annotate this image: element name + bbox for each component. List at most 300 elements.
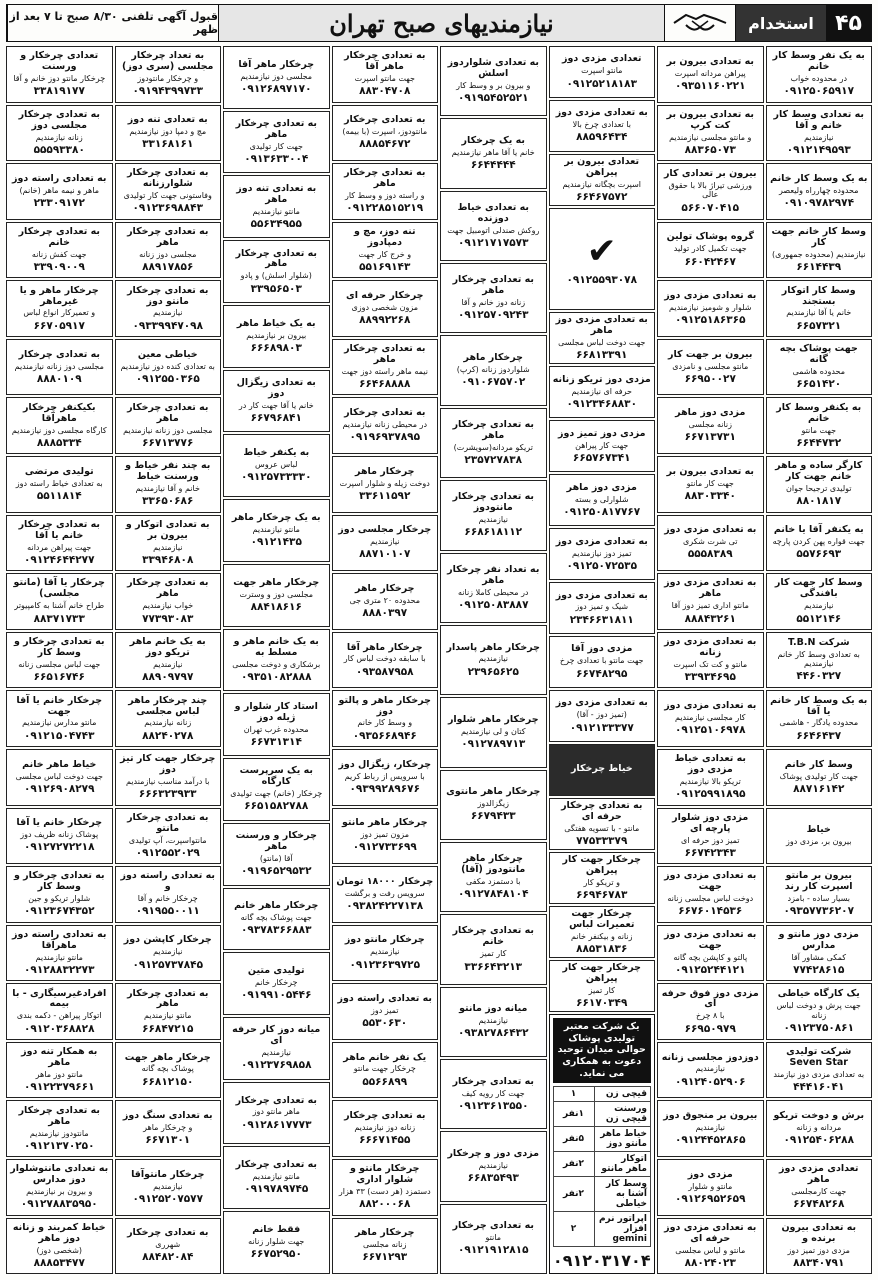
ad-title: به تعدادی شلواردوز اسلش: [447, 57, 539, 80]
ad-phone[interactable]: ۰۹۱۲۷۸۹۷۱۳: [461, 737, 526, 750]
ad-phone[interactable]: ۸۸۸۵۴۶۷۲: [359, 138, 411, 151]
ad-phone[interactable]: ۸۸۸۰۱۰۹: [36, 372, 82, 385]
classified-ad: [332, 1218, 439, 1275]
ad-title: به یک خانم ماهر تریکو دوز: [129, 636, 206, 658]
ad-phone[interactable]: ۰۹۱۲۱۳۳۳۷۷: [569, 721, 634, 734]
ad-phone[interactable]: ۶۶۷۹۶۸۴۱: [250, 412, 302, 425]
ad-phone[interactable]: ۸۸۳۴۰۷۹۱: [793, 1256, 845, 1269]
ad-phone[interactable]: ۰۹۱۲۶۹۵۲۶۵۹: [675, 1192, 746, 1205]
ad-phone[interactable]: ۳۳۶۶۴۳۲۱۳: [464, 960, 523, 973]
page-header: [6, 4, 872, 42]
ad-phone[interactable]: ۵۵۱۱۸۱۴: [36, 489, 82, 502]
ad-phone[interactable]: ۰۹۱۳۶۳۳۰۰۴: [244, 153, 309, 166]
ad-phone[interactable]: ۰۹۳۷۸۳۶۶۸۸۳: [241, 924, 312, 937]
ad-phone[interactable]: ۸۸۰۲۴۰۲۳: [684, 1256, 736, 1269]
classified-ad: [657, 632, 764, 689]
ad-phone[interactable]: ۸۸۵۳۱۸۳۶: [576, 942, 628, 955]
ad-phone[interactable]: ۰۹۳۵۶۶۸۹۴۶: [352, 729, 417, 742]
ad-phone[interactable]: ۰۹۱۲۱۷۱۷۵۷۳: [458, 236, 529, 249]
ad-title: مزدی دوز آقا: [571, 643, 633, 655]
ad-description: چرخکار خانم: [255, 978, 298, 988]
ad-phone[interactable]: ۸۸۹۹۲۲۶۸: [359, 314, 411, 327]
classified-ad: [440, 408, 547, 478]
classified-ad: [440, 118, 547, 188]
ad-phone[interactable]: ۰۹۱۲۳۴۶۸۸۳۰: [566, 397, 637, 410]
classified-ad: [332, 925, 439, 982]
ad-title: چرخکار یا آقا (مانتو مجلسی): [13, 577, 105, 600]
ad-phone[interactable]: ۶۶۷۴۸۲۶۸: [793, 1198, 845, 1211]
ad-phone[interactable]: ۰۹۱۹۹۱۰۵۴۴۶: [241, 989, 312, 1002]
ad-title: مزدی دوز: [687, 1168, 733, 1180]
ad-description: جهت کار رویه کیف: [461, 1088, 525, 1098]
ad-phone[interactable]: ۸۸۸۰۳۹۷: [362, 607, 408, 620]
ad-hours-note: قبول آگهی تلفنی ۸/۳۰ صبح تا ۷ بعد از ظهر: [7, 5, 218, 41]
classified-ad: [657, 925, 764, 982]
ad-phone[interactable]: ۰۹۱۹۴۳۹۹۷۳۳: [132, 85, 203, 98]
ad-phone[interactable]: ۶۶۷۱۲۹۳: [362, 1251, 408, 1264]
ad-phone[interactable]: ۳۳۹۰۹۰۰۹: [33, 261, 85, 274]
ad-description: جهت کار مانتو: [686, 478, 734, 488]
ad-description: کار تمیز: [480, 949, 507, 959]
ad-phone[interactable]: ۰۹۱۲۵۱۰۶۹۷۸: [675, 724, 746, 737]
ad-phone[interactable]: ۰۹۳۸۲۷۸۶۴۳۲: [458, 1027, 529, 1040]
ad-phone[interactable]: ۳۳۹۵۶۵۰۳: [250, 282, 302, 295]
ad-description: محدوده هاشمی: [792, 367, 845, 376]
ad-description: خواب نیازمندیم: [142, 601, 194, 611]
classified-ad: [657, 515, 764, 572]
ad-phone[interactable]: ۸۸۷۱۶۱۴۲: [793, 782, 845, 795]
ad-phone[interactable]: ۲۳۴۶۶۳۱۸۱۱: [569, 613, 634, 626]
classified-ad: [115, 222, 222, 279]
ad-phone[interactable]: ۰۹۱۲۶۹۰۸۲۷۹: [24, 782, 95, 795]
classified-ad: [115, 632, 222, 689]
ad-title: تعدادی مزدی دوز: [562, 53, 642, 65]
ad-phone[interactable]: ۶۶۸۱۳۳۹۱: [576, 349, 628, 362]
ad-phone[interactable]: ۰۹۱۹۶۹۳۷۸۹۵: [349, 431, 420, 444]
ad-description: با سابقه دوخت لباس کار: [343, 654, 426, 664]
ad-phone[interactable]: ۰۹۱۰۹۷۸۲۹۷۴: [783, 197, 854, 209]
ad-description: جهت دوخت لباس مجلسی: [558, 338, 646, 348]
ad-phone[interactable]: ۰۹۱۲۸۶۱۷۷۷۳: [241, 1118, 312, 1131]
ad-title: به تعدادی مزدی دوز ماهر: [555, 314, 648, 337]
classified-ad: [115, 46, 222, 103]
ad-phone[interactable]: ۰۹۱۲۳۷۵۰۸۶۱: [783, 1021, 854, 1034]
ad-title: به تعدادی وسط کار خانم و آقا: [773, 108, 864, 131]
ad-phone[interactable]: ۶۶۹۵۰۰۲۷: [684, 372, 736, 385]
classified-ad: [657, 397, 764, 454]
ad-phone[interactable]: ۰۹۱۲۵۹۹۱۸۹۵: [675, 788, 746, 801]
ad-description: تی شرت شکری: [683, 537, 738, 547]
ad-phone[interactable]: ۰۹۱۲۵۴۰۶۲۸۸: [783, 1134, 854, 1147]
ad-phone[interactable]: ۵۵۶۶۸۹۹: [362, 1075, 408, 1088]
classified-ad: [115, 1218, 222, 1275]
classified-ad: [115, 749, 222, 806]
ad-phone[interactable]: ۵۵۳۰۶۳۰: [362, 1017, 408, 1030]
ad-phone[interactable]: ۶۶۵۱۵۸۲۷۸۸: [244, 800, 309, 813]
ad-phone[interactable]: ۰۹۱۲۷۸۸۳۵۹۵۰: [20, 1198, 98, 1211]
classified-ad: [549, 154, 656, 206]
ad-phone[interactable]: ۰۹۱۲۵۰۷۲۵۳۵: [566, 559, 637, 572]
classified-ad: [6, 925, 113, 982]
ad-phone[interactable]: ۶۶۴۶۴۳۷: [796, 729, 842, 742]
ad-title: میانه دوز کار حرفه ای: [232, 1024, 321, 1047]
ad-title: به تعدادی چرخکار: [344, 407, 426, 419]
classified-ad: [6, 632, 113, 689]
ad-description: نیازمندیم: [153, 542, 183, 552]
classified-ad: [657, 749, 764, 806]
ad-phone[interactable]: ۶۶۴۶۷۵۷۲: [576, 190, 628, 203]
ad-phone[interactable]: ۰۹۱۲۴۴۵۲۸۶۵: [675, 1134, 746, 1147]
ad-phone[interactable]: ۸۸۵۹۶۴۳۴: [576, 131, 628, 144]
ad-phone[interactable]: ۰۹۱۲۰۳۶۸۸۲۸: [24, 1022, 95, 1035]
classified-ad: [440, 480, 547, 550]
ad-phone[interactable]: ۰۹۱۹۵۵۰۰۱۱: [135, 905, 200, 918]
ad-phone[interactable]: ۶۶۷۶۰۱۴۵۳۶: [678, 905, 743, 918]
classified-ad: [6, 46, 113, 103]
ad-description: مزدی دوز تمیز دوز: [787, 1245, 850, 1255]
ad-phone[interactable]: ۵۵۵۸۳۸۹: [687, 548, 733, 561]
table-row: [553, 1212, 651, 1247]
ad-phone[interactable]: ۰۹۳۵۱۱۶۰۲۲۱: [675, 79, 746, 92]
ad-phone[interactable]: ۰۹۱۲۵۱۸۶۳۶۵: [675, 314, 746, 327]
ad-title: چرخکار ماهر جهت: [124, 1051, 211, 1063]
classified-ad: [657, 456, 764, 513]
classified-ad: [332, 339, 439, 396]
ad-phone[interactable]: ۲۳۵۷۲۷۸۳۸: [464, 453, 523, 466]
ad-phone[interactable]: ۶۶۵۷۳۲۱: [796, 319, 842, 332]
ad-phone[interactable]: ۰۹۳۳۹۹۴۷۰۹۸: [132, 319, 203, 332]
ad-phone[interactable]: ۸۸۴۸۲۰۸۴: [142, 1251, 194, 1264]
ad-description: جهت مانتو اسپرت: [354, 74, 415, 84]
ad-description: مزون شخصی دوزی: [351, 302, 419, 312]
ad-phone[interactable]: ۴۴۶۰۳۲۷: [796, 670, 842, 683]
ad-phone[interactable]: ۸۸۳۰۳۳۴۰: [684, 489, 736, 502]
ad-phone[interactable]: ۰۹۱۲۵۰۶۵۹۱۷: [783, 85, 854, 98]
ad-phone[interactable]: ۲۳۳۰۹۱۷۲: [33, 197, 85, 209]
ad-phone[interactable]: ۶۶۷۱۳۷۷۶: [142, 436, 194, 449]
ad-title: جهت پوشاک بچه گانه: [779, 343, 858, 366]
classified-ad: [657, 46, 764, 103]
ad-title: به تعدادی چرخکار شلوارزنانه: [127, 167, 209, 190]
ad-phone[interactable]: ۰۹۳۹۹۲۸۹۶۷۶: [349, 782, 420, 795]
ad-phone[interactable]: ۵۶۶۰۷۰۴۱۵: [681, 201, 740, 214]
ad-phone[interactable]: ۳۳۸۱۹۱۷۷: [33, 85, 85, 98]
ad-phone[interactable]: ۸۸۸۴۳۲۶۱: [684, 612, 736, 625]
ad-phone[interactable]: ۰۹۱۲۵۰۸۳۸۸۷: [458, 598, 529, 611]
ad-phone[interactable]: ۰۹۱۲۵۵۰۳۶۵: [135, 372, 200, 385]
ad-phone[interactable]: ۰۹۱۲۱۴۹۵۹۳: [786, 143, 851, 156]
ad-title: به تعدادی چرخکار و وسط کار: [13, 636, 105, 658]
classified-ad: [549, 744, 656, 796]
classified-ad: [6, 573, 113, 630]
ad-phone[interactable]: ۰۹۳۵۷۷۳۶۲۰۷: [783, 905, 854, 918]
ad-phone[interactable]: ۶۶۸۴۷۲۱۵: [142, 1022, 194, 1035]
ad-title: تعدادی مزدی دوز ماهر: [779, 1163, 859, 1186]
ad-phone[interactable]: ۷۷۳۹۳۰۸۳: [142, 612, 194, 625]
ad-title: یک نفر خانم ماهر: [343, 1051, 427, 1063]
ad-description: آقا (مانتو): [259, 854, 293, 863]
ad-title: مزدی دوز و چرخکار: [447, 1148, 540, 1160]
ad-phone[interactable]: ۶۶۷۹۴۳۳: [470, 810, 516, 823]
ad-phone[interactable]: ۶۶۸۶۱۸۱۱۲: [464, 526, 523, 539]
ad-phone[interactable]: ۶۶۴۶۸۸۸۸: [359, 378, 411, 391]
classified-ad: [440, 987, 547, 1057]
ad-phone[interactable]: ۶۶۹۵۰۹۷۹: [684, 1022, 736, 1035]
classified-ad: [332, 1042, 439, 1099]
ad-phone[interactable]: ۰۹۱۲۵۲۱۸۱۸۳: [566, 77, 637, 90]
ad-phone[interactable]: ۶۶۷۴۲۳۴۳: [684, 846, 736, 859]
ad-description: جهت کارمجلسی: [791, 1187, 847, 1197]
classified-ad: [223, 1017, 330, 1080]
ad-phone[interactable]: ۰۹۱۲۱۵۰۴۷۴۳: [24, 729, 95, 742]
ad-phone[interactable]: ۵۵۱۲۱۴۶: [796, 612, 842, 625]
classified-ad: [440, 1131, 547, 1201]
ad-description: جهت کار پیراهن: [575, 440, 629, 450]
ad-phone[interactable]: ۸۸۸۵۳۴۷۷: [33, 1256, 85, 1269]
ad-phone[interactable]: ۷۷۵۳۳۳۷۹: [576, 834, 628, 847]
ad-title: مزدی دوز فوق حرفه ای: [661, 987, 759, 1010]
ad-phone[interactable]: ۰۹۱۲۳۶۹۸۸۴۳: [132, 202, 203, 215]
ad-title: خیاط کمربند و زنانه دوز ماهر: [12, 1221, 106, 1244]
ad-description: و وسط کار خانم: [357, 718, 413, 728]
ad-description: مجلسی دوز نیازمندیم: [240, 71, 313, 81]
ad-description: جهت کفش زنانه: [31, 249, 87, 259]
ad-description: نیازمندیم: [478, 1160, 508, 1170]
ad-title: مزدی دوز ماهر: [566, 481, 637, 493]
ad-phone[interactable]: ۳۳۱۶۸۱۶۱: [142, 138, 194, 151]
ad-description: دوخت زیله و شلوار اسپرت: [339, 478, 430, 488]
table-row: [553, 1177, 651, 1212]
ad-title: به تعدادی چرخکار: [18, 348, 100, 360]
featured-box-phone[interactable]: ۰۹۱۲۰۳۱۷۰۴: [552, 1251, 651, 1271]
ad-title: به تعدادی بیرون بر: [666, 465, 754, 477]
ad-phone[interactable]: ۶۶۴۴۷۳۲: [796, 436, 842, 449]
ad-phone[interactable]: ۸۸۳۶۵۰۷۳: [684, 143, 736, 156]
ad-title: به تعدادی چرخکار مانتودوز: [452, 491, 534, 514]
ad-description: مانتو نیازمندیم: [144, 1011, 192, 1021]
ad-phone[interactable]: ۶۶۶۸۹۸۰۳: [250, 341, 302, 354]
ad-phone[interactable]: ۵۵۶۳۴۹۵۵: [250, 217, 302, 230]
ad-description: نیازمندیم: [804, 601, 834, 611]
ad-phone[interactable]: ۰۹۳۵۱۰۸۲۸۸۸: [241, 670, 312, 683]
ad-phone[interactable]: ۶۶۷۰۵۹۱۷: [33, 319, 85, 332]
ad-phone[interactable]: ۰۹۱۲۲۳۷۹۶۶۱: [24, 1081, 95, 1094]
classified-ad: [549, 798, 656, 850]
ad-title: به تعدادی چرخکار ماهر آقا: [344, 50, 426, 73]
ad-title: به تعدادی چرخکار حرفه ای: [561, 799, 643, 822]
job-title-cell: قیچی زن: [594, 1087, 651, 1102]
ad-phone[interactable]: ۰۹۱۲۵۰۸۱۷۷۶۷: [563, 505, 641, 518]
ad-phone[interactable]: ۶۶۸۱۲۱۵۰: [142, 1075, 194, 1088]
ad-phone[interactable]: ۸۸۲۰۰۰۶۸: [359, 1198, 411, 1211]
ad-phone[interactable]: ۰۹۱۲۳۶۳۹۷۲۵: [349, 958, 420, 971]
ad-phone[interactable]: ۰۹۱۲۵۲۰۷۵۷۷: [132, 1192, 203, 1205]
ad-phone[interactable]: ۲۳۹۶۵۶۲۵: [467, 665, 519, 678]
ad-phone[interactable]: ۰۹۱۹۵۴۵۲۵۲۱: [458, 92, 529, 105]
ad-phone[interactable]: ۸۸۳۰۴۷۰۸: [359, 85, 411, 98]
ad-description: بیرون بر، مزدی دوز: [786, 837, 852, 847]
ad-phone[interactable]: ۸۸۰۱۸۱۷: [796, 495, 842, 508]
ad-phone[interactable]: ۸۸۴۱۸۶۱۶: [250, 600, 302, 613]
classified-ad: [332, 983, 439, 1040]
ad-phone[interactable]: ۶۶۷۵۲۹۵۰: [250, 1248, 302, 1261]
ad-phone[interactable]: ۳۳۹۴۶۸۰۸: [142, 553, 194, 566]
ad-title: به تعدادی چرخکار مجلسی دوز: [18, 108, 100, 131]
ad-title: چرخکار، زیگزال دوز: [338, 758, 432, 770]
ad-phone[interactable]: ۶۶۷۳۱۳۱۴: [250, 735, 302, 748]
ad-title: بیرون بر جهت کار: [668, 348, 753, 360]
ad-title: به تعداد چرخکار مجلسی (سری دوز): [122, 50, 214, 73]
classified-ad: [440, 1059, 547, 1129]
ad-title: به تعدادی چرخکار: [235, 1159, 317, 1171]
ad-phone[interactable]: ۰۹۱۲۳۶۱۳۵۵۰: [458, 1099, 529, 1112]
ad-phone[interactable]: ۳۳۶۵۰۶۸۶: [142, 495, 194, 508]
ad-description: به تعدادی مزدی دوز نیازمند: [773, 1069, 865, 1079]
ad-phone[interactable]: ۰۹۱۲۵۵۲۰۲۹: [135, 846, 200, 859]
classified-ad: [6, 280, 113, 337]
ad-description: سرویس رفت و برگشت: [344, 888, 425, 898]
ad-phone[interactable]: ۷۷۴۲۸۶۱۵: [793, 963, 845, 976]
job-title-cell: خیاط ماهر مانتو دوز: [594, 1127, 651, 1152]
ad-phone[interactable]: ۶۶۴۴۴۴۴: [470, 159, 516, 172]
ad-phone[interactable]: ۶۶۰۴۲۴۶۷: [684, 255, 736, 268]
ad-phone[interactable]: ۰۹۱۹۷۸۹۷۴۵: [244, 1183, 309, 1196]
ad-phone[interactable]: ۶۶۸۳۵۴۹۳: [467, 1172, 519, 1185]
ad-phone[interactable]: ۶۶۱۷۰۳۴۹: [576, 996, 628, 1009]
ad-title: به تعدادی چرخکار: [235, 1094, 317, 1106]
ad-phone[interactable]: ۰۹۱۲۱۹۱۲۸۱۵: [458, 1244, 529, 1257]
ad-description: نیازمندیم: [153, 1181, 183, 1191]
ad-description: شلوارلی و بسته: [574, 494, 629, 504]
ad-description: شیک و تمیز دوز: [575, 602, 629, 612]
ad-phone[interactable]: ۸۸۷۱۰۱۰۷: [359, 548, 411, 561]
ad-description: مانتو مدارس نیازمندیم: [22, 718, 97, 728]
ad-title: به تعدادی چرخکار ماهر: [18, 1104, 100, 1127]
classified-ad: [115, 573, 222, 630]
ad-phone[interactable]: ۶۶۷۴۸۲۹۵: [576, 667, 628, 680]
ad-title: به تعدادی چرخکار و وسط کار: [13, 870, 105, 893]
ad-phone[interactable]: ۶۶۷۱۳۷۳۱: [684, 431, 736, 444]
ad-phone[interactable]: ۰۹۱۲۳۶۷۴۳۵۲: [24, 905, 95, 918]
ad-title: به تعدادی چرخکار مانتو دوز: [127, 284, 209, 307]
ad-phone[interactable]: ۰۹۱۲۳۷۶۹۸۵۸: [241, 1059, 312, 1072]
ad-phone[interactable]: ۰۹۱۲۷۳۳۶۹۹: [352, 841, 417, 854]
ad-title: وسط کار خانم جهت کار: [771, 226, 866, 248]
ad-phone[interactable]: ۸۸۳۷۱۷۳۳: [33, 612, 85, 625]
classified-ad: [766, 456, 873, 513]
classified-ad: [440, 191, 547, 261]
ad-title: چرخکار مانتو و شلوار اداری: [349, 1163, 420, 1186]
ad-phone[interactable]: ۵۵۱۶۹۱۴۳: [359, 261, 411, 274]
ad-title: دوزدوز مجلسی زنانه: [661, 1051, 759, 1063]
ad-title: به تعدادی چرخکار ماهر: [344, 167, 426, 190]
ad-phone[interactable]: ۰۹۱۹۶۵۲۹۵۳۲: [241, 865, 312, 878]
ad-phone[interactable]: ۸۸۲۴۰۲۷۸: [142, 729, 194, 742]
classified-ad: [115, 280, 222, 337]
classified-ad: [657, 280, 764, 337]
ad-phone[interactable]: ۰۹۱۲۵۷۳۳۳۳۰: [241, 471, 312, 484]
ad-title: به تعدادی سنگ دوز: [122, 1110, 213, 1122]
ad-title: چرخکار جهت کار پیراهن: [562, 961, 641, 984]
ad-description: نیازمندیم: [261, 1048, 291, 1058]
ad-title: به تعدادی تنه دوز ماهر: [236, 182, 317, 205]
ad-phone[interactable]: ۰۹۱۲۲۸۵۱۵۲۱۹: [346, 202, 424, 215]
ad-phone[interactable]: ۰۹۳۸۲۴۲۲۷۱۳۸: [346, 899, 424, 912]
ad-description: شلوار تریکو و جین: [28, 894, 91, 904]
ad-phone[interactable]: ۰۹۱۲۶۸۹۷۱۷۰: [241, 82, 312, 95]
classified-ad: [115, 515, 222, 572]
ad-phone[interactable]: ۰۹۱۲۱۳۷۰۲۵۰: [24, 1139, 95, 1152]
ad-phone[interactable]: ۸۸۸۵۳۳۴: [36, 436, 82, 449]
classified-ad: [440, 335, 547, 405]
ad-description: مانتو دوز ماهر: [35, 1069, 83, 1079]
ad-phone[interactable]: ۶۶۵۱۴۲۰: [796, 378, 842, 391]
ad-phone[interactable]: ۰۹۱۲۵۵۹۳۰۷۸: [566, 274, 637, 287]
ad-phone[interactable]: ۰۹۱۲۱۴۳۵: [250, 536, 302, 549]
ad-description: جهت کار تولیدی پوشاک: [779, 771, 859, 781]
ad-phone[interactable]: ۶۶۵۷۶۷۳۴۱: [572, 451, 631, 464]
classified-ad: [332, 632, 439, 689]
ad-phone[interactable]: ۸۸۹۱۷۸۵۶: [142, 261, 194, 274]
classified-ad: [440, 770, 547, 840]
ad-title: چرخکار مانتو دوز: [344, 934, 425, 946]
classified-ad: [223, 1146, 330, 1209]
ad-phone[interactable]: ۵۵۷۶۶۹۳: [796, 548, 842, 561]
ad-title: به تعدادی راسته دوز و: [120, 870, 215, 893]
ad-phone[interactable]: ۶۶۷۱۳۰۱: [145, 1134, 191, 1147]
ad-phone[interactable]: ۵۵۵۹۳۳۸۰: [33, 143, 85, 156]
ad-description: در محیطی زنانه نیازمندیم: [342, 420, 428, 430]
ad-phone[interactable]: ۰۹۳۵۸۷۹۵۸: [355, 665, 414, 678]
classified-ad: [332, 456, 439, 513]
ad-title: بکیکنفر چرخکار ماهرآقا: [22, 401, 96, 424]
ad-description: مانتو و شلوار: [688, 1181, 733, 1191]
ad-title: گروه پوشاک تولین: [666, 231, 754, 243]
ad-phone[interactable]: ۰۹۱۲۵۷۰۹۲۴۳: [458, 309, 529, 322]
ad-description: مردانه و زنانه: [796, 1123, 842, 1133]
ad-phone[interactable]: ۰۹۱۰۶۷۵۷۰۲: [461, 376, 526, 389]
ad-title: به تعدادی چرخکار ماهر: [127, 401, 209, 424]
classified-ad: [6, 222, 113, 279]
ad-phone[interactable]: ۶۶۶۳۲۳۹۳۳: [138, 788, 197, 801]
ad-phone[interactable]: ۶۶۶۷۱۴۵۵: [359, 1134, 411, 1147]
ad-description: زیگزالدوز: [477, 799, 510, 809]
ad-description: تولیدی ترجیحا جوان: [785, 484, 852, 494]
ad-phone[interactable]: ۰۹۱۲۵۲۴۴۱۲۱: [675, 963, 746, 976]
ad-phone[interactable]: ۳۳۹۳۴۶۹۵: [684, 671, 736, 684]
ad-phone[interactable]: ۰۹۱۲۴۶۴۴۲۷۷: [24, 553, 95, 566]
classified-ad: [223, 111, 330, 174]
ad-phone[interactable]: ۰۹۱۲۴۰۵۲۹۰۶: [675, 1075, 746, 1088]
ad-phone[interactable]: ۶۶۵۱۶۷۴۶: [33, 671, 85, 684]
page-title: نیازمندیهای صبح تهران: [218, 5, 664, 41]
ad-phone[interactable]: ۰۹۱۲۷۲۷۲۲۱۸: [24, 841, 95, 854]
ad-phone[interactable]: ۴۴۴۱۶۰۴۱: [793, 1081, 845, 1094]
classified-column: [115, 46, 222, 1274]
ad-phone[interactable]: ۸۸۹۰۹۷۹۷: [142, 671, 194, 684]
ad-title: به تعدادی چرخکار: [344, 1110, 426, 1122]
ad-phone[interactable]: ۰۹۱۲۵۷۳۷۸۴۵: [132, 958, 203, 971]
ad-description: مانتو مجلسی و نامزدی: [672, 361, 749, 371]
ad-phone[interactable]: ۶۶۹۴۶۷۸۳: [576, 888, 628, 901]
ad-phone[interactable]: ۰۹۱۲۷۸۴۸۱۰۴: [458, 888, 529, 901]
classified-ad: [332, 515, 439, 572]
ad-phone[interactable]: ۶۶۱۴۴۳۹: [796, 261, 842, 274]
ad-phone[interactable]: ۰۹۱۲۸۸۳۲۲۷۳: [24, 963, 95, 976]
classified-ad: [657, 573, 764, 630]
ad-phone[interactable]: ۳۳۶۱۱۵۹۲: [359, 489, 411, 502]
classified-ad: [332, 46, 439, 103]
